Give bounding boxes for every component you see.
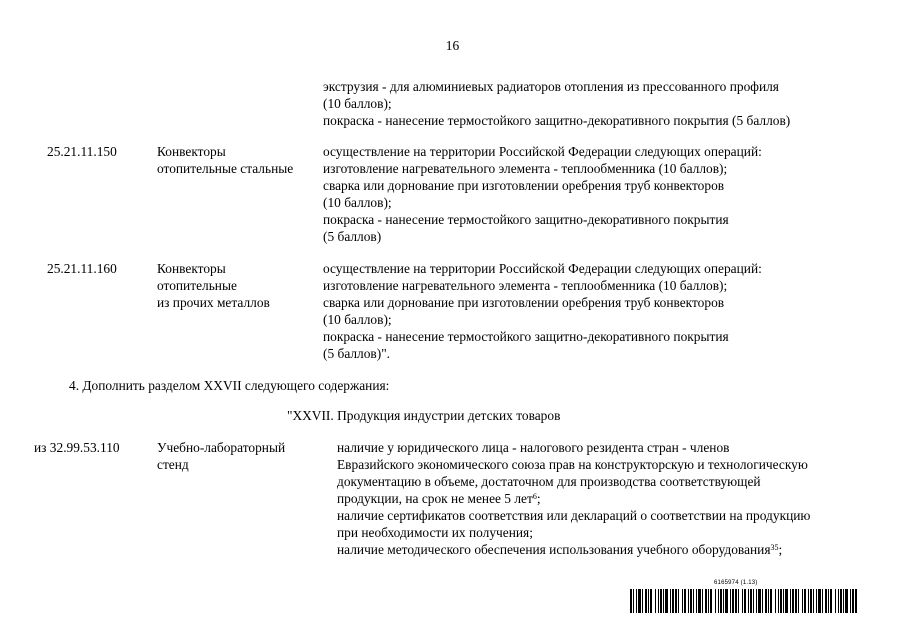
- barcode-bar: [804, 589, 806, 613]
- requirement-line: [337, 473, 761, 490]
- barcode-bar: [792, 589, 794, 613]
- barcode-bar: [665, 589, 668, 613]
- barcode-bar: [808, 589, 809, 613]
- barcode-bar: [663, 589, 664, 613]
- barcode-bar: [675, 589, 677, 613]
- barcode-bar: [655, 589, 656, 613]
- section-title: "XXVII. Продукция индустрии детских товаров: [287, 408, 561, 423]
- barcode-bar: [816, 589, 817, 613]
- requirement-line: покраска - нанесение термостойкого защитно-декоративного покрытия: [323, 329, 729, 344]
- requirement-text: наличие у юридического лица - налогового резидента стран - членов: [337, 440, 730, 455]
- product-name-line: Учебно-лабораторный: [157, 440, 286, 455]
- barcode-bar: [818, 589, 821, 613]
- barcode-bar: [688, 589, 689, 613]
- barcode-bar: [835, 589, 836, 613]
- page-number: 16: [445, 38, 460, 53]
- product-name-line: Конвекторы: [157, 144, 226, 159]
- barcode-bar: [780, 589, 782, 613]
- barcode-bar: [684, 589, 686, 613]
- barcode-bar: [738, 589, 739, 613]
- barcode-bar: [682, 589, 683, 613]
- barcode-bar: [710, 589, 712, 613]
- requirement-text: при необходимости их получения;: [337, 525, 533, 540]
- requirement-line: осуществление на территории Российской Федерации следующих операций:: [323, 261, 762, 276]
- requirement-line: сварка или дорнование при изготовлении оребрения труб конвекторов: [323, 295, 725, 310]
- barcode-bar: [642, 589, 643, 613]
- barcode-bar: [798, 589, 799, 613]
- barcode-bar: [723, 589, 724, 613]
- barcode-bar: [630, 589, 632, 613]
- barcode-bar: [672, 589, 674, 613]
- requirement-tail: ;: [536, 491, 541, 506]
- barcode-bar: [702, 589, 703, 613]
- barcode-bar: [748, 589, 749, 613]
- instruction-paragraph: 4. Дополнить разделом XXVII следующего содержания:: [69, 378, 390, 393]
- requirement-text: Евразийского экономического союза прав на конструкторскую и технологическую: [337, 457, 808, 472]
- barcode-bar: [778, 589, 779, 613]
- barcode-bar: [658, 589, 659, 613]
- requirement-line: [337, 507, 810, 524]
- barcode-bar: [810, 589, 812, 613]
- requirement-line: (10 баллов);: [323, 195, 392, 210]
- barcode-bar: [758, 589, 761, 613]
- barcode-bar: [735, 589, 737, 613]
- barcode-bar: [840, 589, 842, 613]
- barcode-bar: [843, 589, 844, 613]
- barcode-bar: [828, 589, 829, 613]
- barcode-bar: [753, 589, 754, 613]
- barcode-bar: [855, 589, 857, 613]
- barcode-bar: [678, 589, 679, 613]
- barcode-bar: [730, 589, 731, 613]
- barcode-bar: [636, 589, 637, 613]
- barcode-bar: [744, 589, 746, 613]
- requirement-line: (5 баллов): [323, 229, 382, 244]
- barcode-bar: [720, 589, 722, 613]
- product-name-line: Конвекторы: [157, 261, 226, 276]
- barcode-bar: [708, 589, 709, 613]
- barcode-bar: [845, 589, 848, 613]
- barcode-bar: [660, 589, 662, 613]
- barcode: [630, 589, 858, 613]
- barcode-bar: [825, 589, 827, 613]
- barcode-bar: [693, 589, 694, 613]
- barcode-graphic: [630, 589, 858, 613]
- barcode-bar: [775, 589, 776, 613]
- requirement-line: (5 баллов)".: [323, 346, 391, 361]
- barcode-bar: [670, 589, 671, 613]
- product-name-line: стенд: [157, 457, 189, 472]
- requirement-line: изготовление нагревательного элемента - теплообменника (10 баллов);: [323, 161, 728, 176]
- barcode-bar: [750, 589, 752, 613]
- requirement-text: наличие сертификатов соответствия или деклараций о соответствии на продукцию: [337, 508, 811, 523]
- barcode-bar: [705, 589, 707, 613]
- barcode-bar: [725, 589, 728, 613]
- barcode-bar: [638, 589, 641, 613]
- barcode-bar: [790, 589, 791, 613]
- barcode-bar: [690, 589, 692, 613]
- requirement-line: [337, 524, 533, 541]
- barcode-bar: [650, 589, 652, 613]
- barcode-bar: [802, 589, 803, 613]
- footnote-ref: 6: [532, 492, 537, 501]
- requirement-line: покраска - нанесение термостойкого защитно-декоративного покрытия (5 баллов): [323, 113, 791, 128]
- barcode-bar: [795, 589, 797, 613]
- product-code: из 32.99.53.110: [34, 440, 120, 455]
- barcode-bar: [830, 589, 832, 613]
- barcode-bar: [718, 589, 719, 613]
- barcode-bar: [765, 589, 767, 613]
- barcode-bar: [742, 589, 743, 613]
- barcode-bar: [732, 589, 734, 613]
- barcode-bar: [822, 589, 823, 613]
- requirement-line: покраска - нанесение термостойкого защитно-декоративного покрытия: [323, 212, 729, 227]
- barcode-bar: [768, 589, 769, 613]
- requirement-line: (10 баллов);: [323, 312, 392, 327]
- product-code: 25.21.11.150: [47, 144, 117, 159]
- requirement-line: сварка или дорнование при изготовлении оребрения труб конвекторов: [323, 178, 725, 193]
- barcode-bar: [756, 589, 757, 613]
- barcode-bar: [645, 589, 647, 613]
- requirement-line: изготовление нагревательного элемента - теплообменника (10 баллов);: [323, 278, 728, 293]
- barcode-bar: [762, 589, 763, 613]
- barcode-bar: [715, 589, 716, 613]
- product-name-line: из прочих металлов: [157, 295, 270, 310]
- requirement-line: экструзия - для алюминиевых радиаторов отопления из прессованного профиля: [323, 79, 779, 94]
- requirement-text: наличие методического обеспечения использования учебного оборудования: [337, 542, 771, 557]
- barcode-bar: [770, 589, 772, 613]
- requirement-text: документацию в объеме, достаточном для производства соответствующей: [337, 474, 761, 489]
- requirement-line: (10 баллов);: [323, 96, 392, 111]
- barcode-bar: [852, 589, 854, 613]
- barcode-bar: [648, 589, 649, 613]
- requirement-tail: ;: [778, 542, 783, 557]
- barcode-bar: [783, 589, 784, 613]
- requirement-line: осуществление на территории Российской Федерации следующих операций:: [323, 144, 762, 159]
- requirement-line: [337, 456, 808, 473]
- requirement-line: [337, 541, 782, 558]
- product-name-line: отопительные: [157, 278, 237, 293]
- requirement-line: [337, 490, 541, 507]
- product-code: 25.21.11.160: [47, 261, 117, 276]
- product-name-line: отопительные стальные: [157, 161, 294, 176]
- barcode-bar: [838, 589, 839, 613]
- barcode-bar: [813, 589, 814, 613]
- barcode-caption: 6165974 (1.13): [714, 580, 758, 586]
- barcode-bar: [850, 589, 851, 613]
- barcode-bar: [633, 589, 634, 613]
- barcode-bar: [698, 589, 701, 613]
- footnote-ref: 35: [770, 543, 779, 552]
- barcode-bar: [785, 589, 788, 613]
- requirement-line: [337, 439, 729, 456]
- requirement-text: продукции, на срок не менее 5 лет: [337, 491, 533, 506]
- barcode-bar: [696, 589, 697, 613]
